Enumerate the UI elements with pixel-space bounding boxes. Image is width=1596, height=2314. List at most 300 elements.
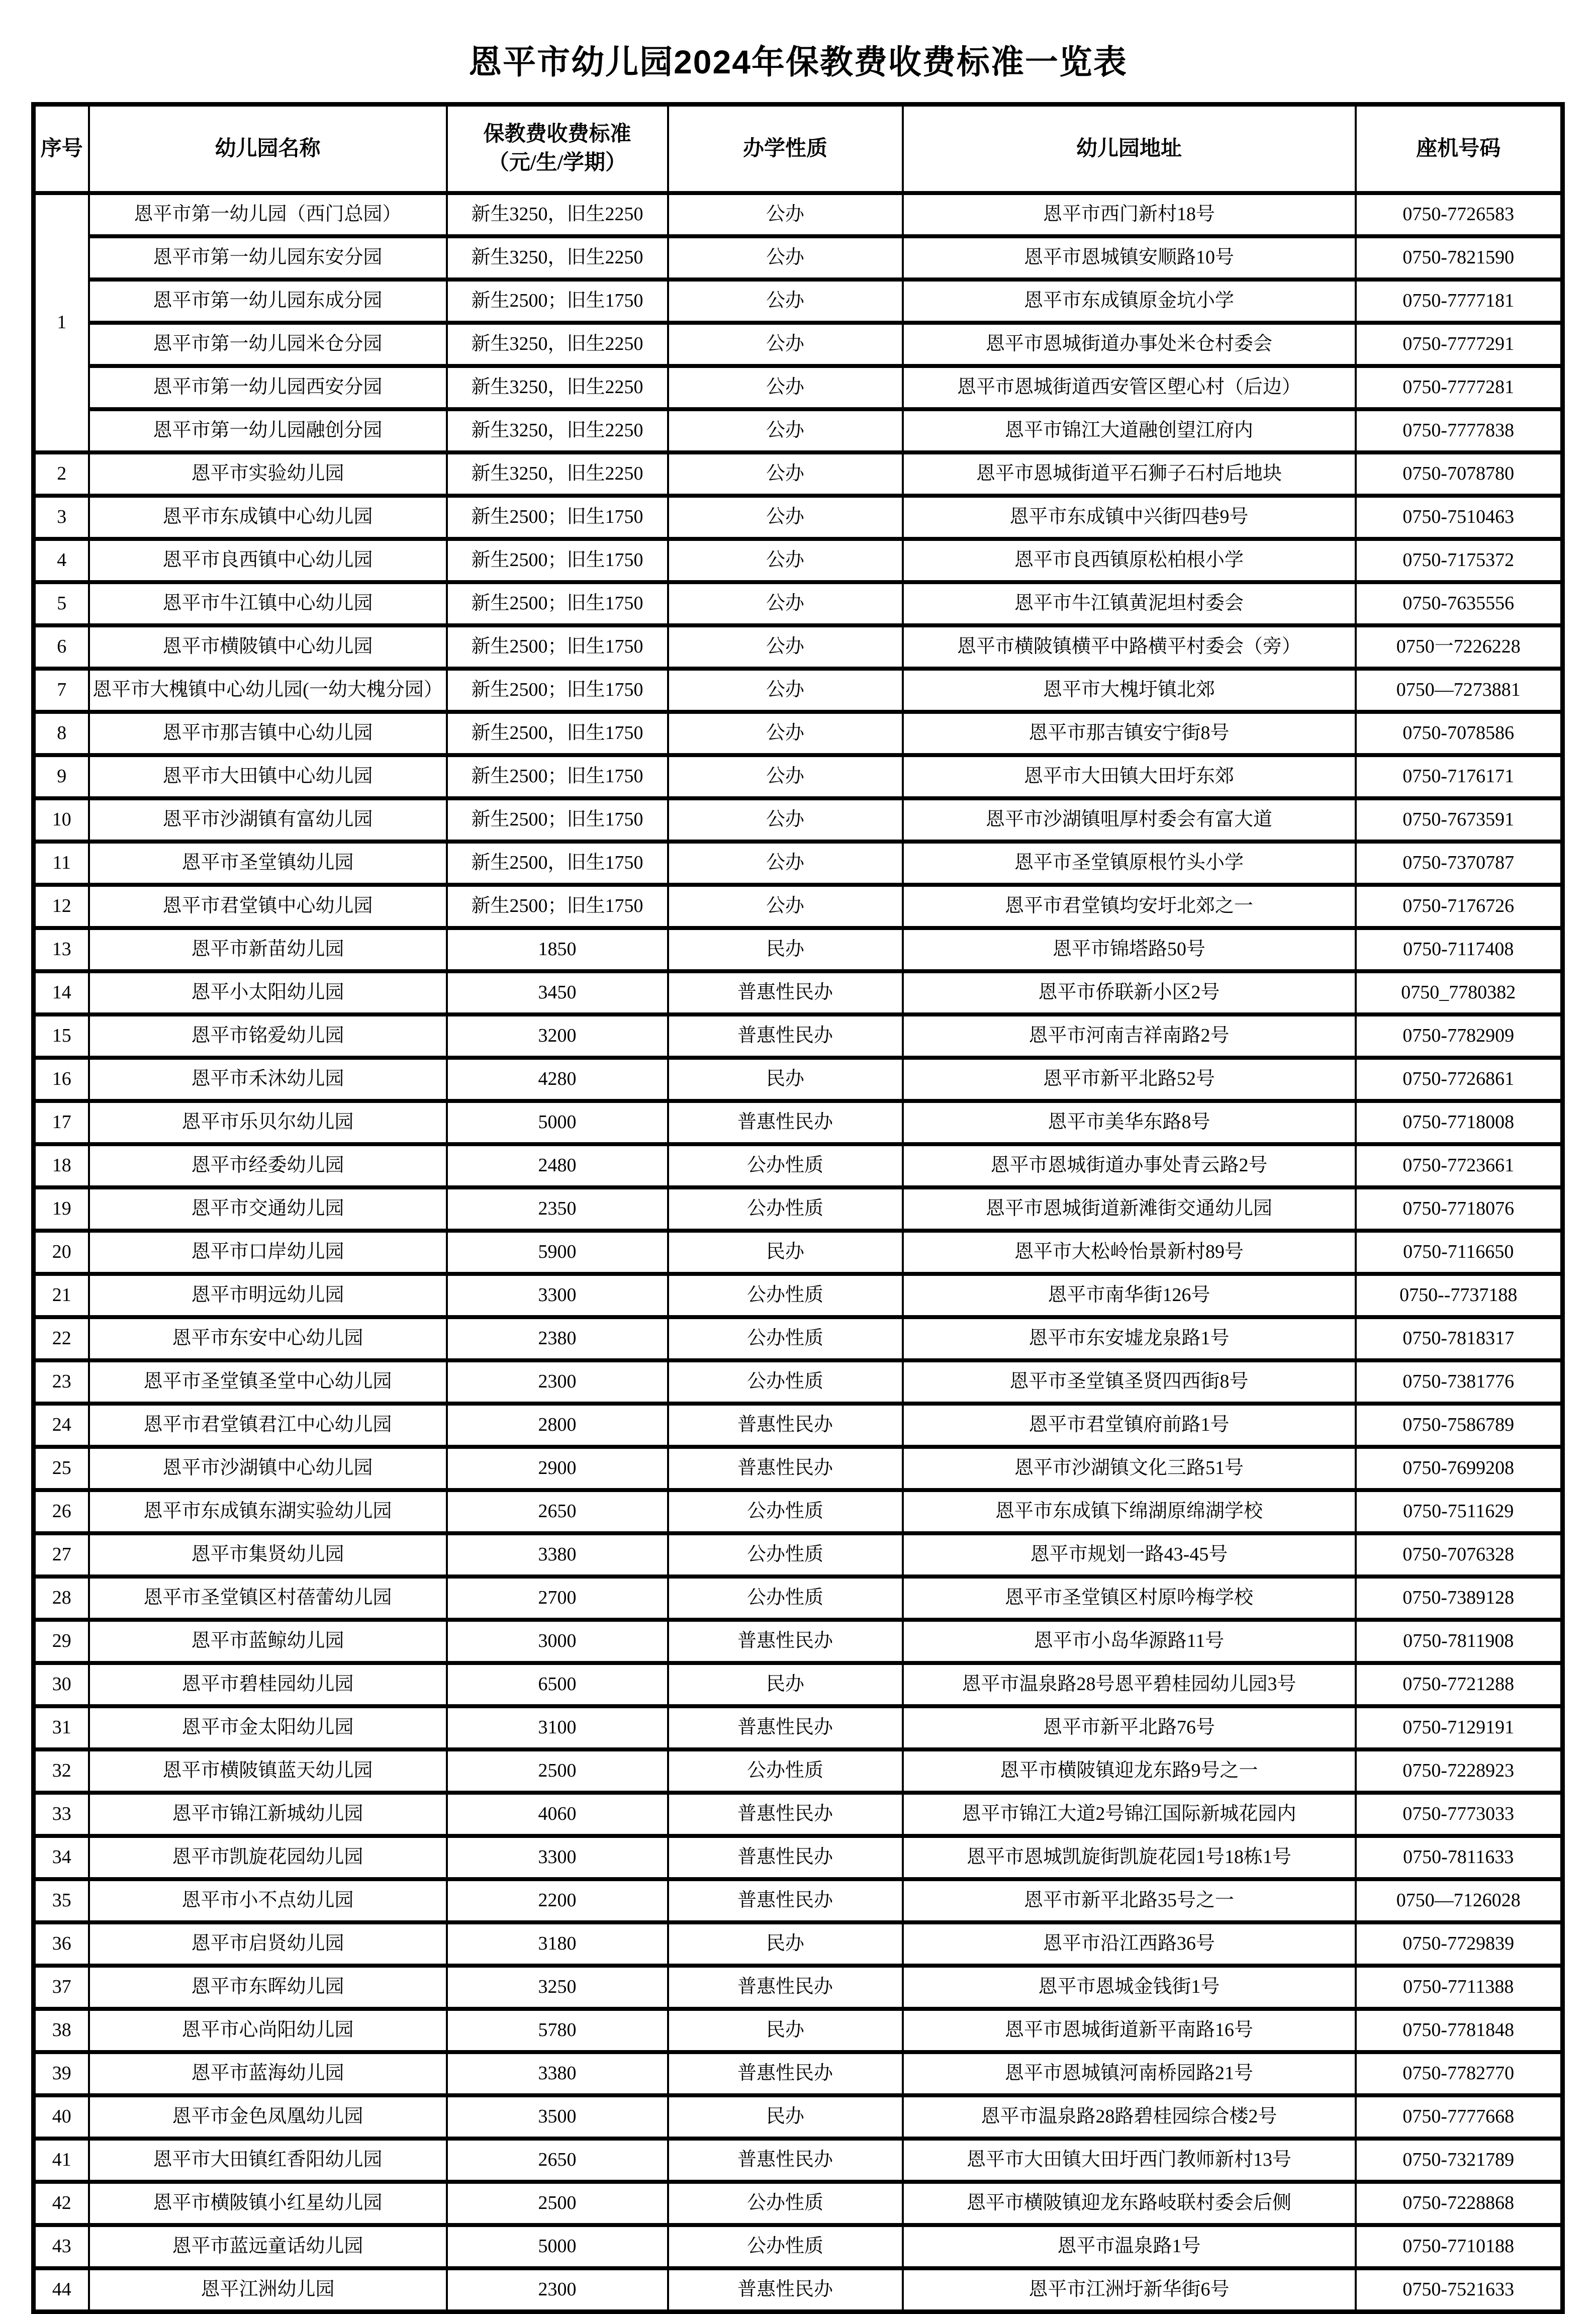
table-row	[34, 323, 1563, 366]
table-row	[34, 971, 1563, 1014]
table-row	[34, 1620, 1563, 1663]
cell-address: 恩平市牛江镇黄泥坦村委会	[903, 582, 1356, 625]
cell-type: 公办	[668, 885, 903, 928]
cell-type: 公办性质	[668, 2225, 903, 2268]
cell-fee: 2350	[447, 1187, 668, 1231]
cell-name: 恩平市君堂镇中心幼儿园	[89, 885, 447, 928]
cell-fee: 3180	[447, 1922, 668, 1966]
cell-serial: 21	[34, 1274, 89, 1317]
cell-phone: 0750-7723661	[1356, 1144, 1563, 1187]
cell-serial: 2	[34, 452, 89, 496]
cell-name: 恩平市金色凤凰幼儿园	[89, 2095, 447, 2139]
table-row	[34, 1663, 1563, 1706]
cell-phone: 0750-7782770	[1356, 2052, 1563, 2095]
cell-fee: 2300	[447, 2268, 668, 2312]
cell-address: 恩平市温泉路1号	[903, 2225, 1356, 2268]
cell-name: 恩平市明远幼儿园	[89, 1274, 447, 1317]
cell-address: 恩平市锦江大道2号锦江国际新城花园内	[903, 1793, 1356, 1836]
cell-phone: 0750-7586789	[1356, 1404, 1563, 1447]
cell-phone: 0750-7228868	[1356, 2182, 1563, 2225]
cell-fee: 新生2500；旧生1750	[447, 798, 668, 842]
cell-fee: 2800	[447, 1404, 668, 1447]
cell-name: 恩平市金太阳幼儿园	[89, 1706, 447, 1749]
cell-serial: 26	[34, 1490, 89, 1533]
table-row	[34, 1793, 1563, 1836]
col-header-type: 办学性质	[668, 105, 903, 194]
cell-name: 恩平市圣堂镇圣堂中心幼儿园	[89, 1360, 447, 1404]
cell-address: 恩平市大松岭怡景新村89号	[903, 1231, 1356, 1274]
table-row	[34, 2052, 1563, 2095]
cell-type: 普惠性民办	[668, 1793, 903, 1836]
table-row	[34, 1101, 1563, 1144]
table-row	[34, 452, 1563, 496]
cell-name: 恩平市横陂镇中心幼儿园	[89, 625, 447, 669]
cell-address: 恩平市恩城街道新平南路16号	[903, 2009, 1356, 2052]
cell-fee: 5000	[447, 2225, 668, 2268]
cell-type: 公办性质	[668, 1317, 903, 1360]
cell-fee: 2650	[447, 2139, 668, 2182]
cell-type: 普惠性民办	[668, 1879, 903, 1922]
table-row	[34, 1360, 1563, 1404]
cell-fee: 3500	[447, 2095, 668, 2139]
table-row	[34, 2225, 1563, 2268]
cell-serial: 15	[34, 1014, 89, 1058]
cell-fee: 1850	[447, 928, 668, 971]
cell-fee: 新生3250，旧生2250	[447, 366, 668, 409]
cell-address: 恩平市东成镇下绵湖原绵湖学校	[903, 1490, 1356, 1533]
cell-serial: 32	[34, 1749, 89, 1793]
cell-serial: 38	[34, 2009, 89, 2052]
table-row	[34, 409, 1563, 452]
cell-phone: 0750-7777668	[1356, 2095, 1563, 2139]
cell-type: 民办	[668, 1231, 903, 1274]
cell-phone: 0750-7777281	[1356, 366, 1563, 409]
cell-name: 恩平市禾沐幼儿园	[89, 1058, 447, 1101]
table-row	[34, 582, 1563, 625]
cell-name: 恩平市集贤幼儿园	[89, 1533, 447, 1577]
table-row	[34, 798, 1563, 842]
cell-address: 恩平市新平北路76号	[903, 1706, 1356, 1749]
cell-fee: 新生2500；旧生1750	[447, 669, 668, 712]
cell-phone: 0750-7721288	[1356, 1663, 1563, 1706]
cell-fee: 3250	[447, 1966, 668, 2009]
cell-serial: 42	[34, 2182, 89, 2225]
cell-serial: 34	[34, 1836, 89, 1879]
cell-name: 恩平市心尚阳幼儿园	[89, 2009, 447, 2052]
cell-phone: 0750-7511629	[1356, 1490, 1563, 1533]
cell-fee: 3300	[447, 1274, 668, 1317]
table-row	[34, 193, 1563, 236]
cell-address: 恩平市那吉镇安宁街8号	[903, 712, 1356, 755]
cell-phone: 0750-7811633	[1356, 1836, 1563, 1879]
cell-address: 恩平市锦塔路50号	[903, 928, 1356, 971]
cell-type: 公办性质	[668, 2182, 903, 2225]
cell-name: 恩平市横陂镇蓝天幼儿园	[89, 1749, 447, 1793]
table-row	[34, 1144, 1563, 1187]
cell-name: 恩平市交通幼儿园	[89, 1187, 447, 1231]
cell-fee: 3200	[447, 1014, 668, 1058]
cell-address: 恩平市新平北路35号之一	[903, 1879, 1356, 1922]
cell-fee: 新生2500，旧生1750	[447, 842, 668, 885]
cell-fee: 4280	[447, 1058, 668, 1101]
cell-name: 恩平市蓝远童话幼儿园	[89, 2225, 447, 2268]
col-header-name: 幼儿园名称	[89, 105, 447, 194]
cell-type: 公办	[668, 452, 903, 496]
cell-fee: 3380	[447, 1533, 668, 1577]
table-row	[34, 1058, 1563, 1101]
cell-address: 恩平市小岛华源路11号	[903, 1620, 1356, 1663]
cell-serial: 36	[34, 1922, 89, 1966]
table-row	[34, 1317, 1563, 1360]
cell-name: 恩平市启贤幼儿园	[89, 1922, 447, 1966]
cell-type: 普惠性民办	[668, 2268, 903, 2312]
cell-type: 公办	[668, 798, 903, 842]
cell-phone: 0750-7718076	[1356, 1187, 1563, 1231]
cell-type: 公办	[668, 236, 903, 280]
cell-name: 恩平市第一幼儿园东安分园	[89, 236, 447, 280]
cell-serial: 31	[34, 1706, 89, 1749]
cell-phone: 0750--7737188	[1356, 1274, 1563, 1317]
cell-type: 公办性质	[668, 1360, 903, 1404]
cell-address: 恩平市新平北路52号	[903, 1058, 1356, 1101]
cell-type: 民办	[668, 1922, 903, 1966]
cell-name: 恩平市大田镇红香阳幼儿园	[89, 2139, 447, 2182]
cell-phone: 0750-7176171	[1356, 755, 1563, 798]
cell-phone: 0750-7811908	[1356, 1620, 1563, 1663]
cell-serial: 40	[34, 2095, 89, 2139]
cell-fee: 新生2500；旧生1750	[447, 582, 668, 625]
cell-serial: 1	[34, 193, 89, 452]
cell-address: 恩平市东成镇原金坑小学	[903, 280, 1356, 323]
cell-serial: 13	[34, 928, 89, 971]
cell-phone: 0750-7726861	[1356, 1058, 1563, 1101]
cell-type: 公办性质	[668, 1749, 903, 1793]
cell-fee: 新生2500；旧生1750	[447, 625, 668, 669]
table-row	[34, 1922, 1563, 1966]
cell-type: 普惠性民办	[668, 1620, 903, 1663]
cell-fee: 新生2500；旧生1750	[447, 539, 668, 582]
cell-type: 公办	[668, 625, 903, 669]
cell-fee: 2300	[447, 1360, 668, 1404]
cell-name: 恩平市新苗幼儿园	[89, 928, 447, 971]
cell-serial: 22	[34, 1317, 89, 1360]
cell-fee: 2200	[447, 1879, 668, 1922]
col-header-fee-line1: 保教费收费标准	[483, 123, 631, 146]
cell-type: 民办	[668, 928, 903, 971]
cell-phone: 0750-7726583	[1356, 193, 1563, 236]
cell-phone: 0750-7782909	[1356, 1014, 1563, 1058]
table-row	[34, 755, 1563, 798]
cell-address: 恩平市恩城街道新滩街交通幼儿园	[903, 1187, 1356, 1231]
fee-standards-table	[31, 102, 1565, 2314]
cell-address: 恩平市良西镇原松柏根小学	[903, 539, 1356, 582]
cell-fee: 5900	[447, 1231, 668, 1274]
table-header	[34, 105, 1563, 194]
cell-serial: 4	[34, 539, 89, 582]
cell-name: 恩平市那吉镇中心幼儿园	[89, 712, 447, 755]
table-row	[34, 669, 1563, 712]
table-row	[34, 2095, 1563, 2139]
cell-phone: 0750—7273881	[1356, 669, 1563, 712]
cell-serial: 24	[34, 1404, 89, 1447]
cell-fee: 新生3250，旧生2250	[447, 236, 668, 280]
table-row	[34, 2182, 1563, 2225]
cell-name: 恩平市牛江镇中心幼儿园	[89, 582, 447, 625]
table-row	[34, 1577, 1563, 1620]
cell-phone: 0750-7510463	[1356, 496, 1563, 539]
cell-phone: 0750-7521633	[1356, 2268, 1563, 2312]
cell-type: 公办	[668, 193, 903, 236]
cell-address: 恩平市恩城街道办事处米仓村委会	[903, 323, 1356, 366]
cell-name: 恩平市第一幼儿园西安分园	[89, 366, 447, 409]
cell-phone: 0750-7773033	[1356, 1793, 1563, 1836]
cell-fee: 新生2500；旧生1750	[447, 755, 668, 798]
table-row	[34, 1749, 1563, 1793]
cell-serial: 17	[34, 1101, 89, 1144]
cell-address: 恩平市恩城金钱街1号	[903, 1966, 1356, 2009]
table-row	[34, 2268, 1563, 2312]
cell-fee: 3100	[447, 1706, 668, 1749]
cell-name: 恩平市锦江新城幼儿园	[89, 1793, 447, 1836]
cell-phone: 0750-7175372	[1356, 539, 1563, 582]
cell-serial: 20	[34, 1231, 89, 1274]
cell-name: 恩平市第一幼儿园（西门总园）	[89, 193, 447, 236]
cell-type: 普惠性民办	[668, 1706, 903, 1749]
cell-phone: 0750-7781848	[1356, 2009, 1563, 2052]
cell-address: 恩平市大槐圩镇北郊	[903, 669, 1356, 712]
cell-name: 恩平市圣堂镇幼儿园	[89, 842, 447, 885]
cell-phone: 0750-7078780	[1356, 452, 1563, 496]
cell-fee: 2380	[447, 1317, 668, 1360]
cell-type: 普惠性民办	[668, 2139, 903, 2182]
cell-fee: 新生2500，旧生1750	[447, 712, 668, 755]
cell-phone: 0750-7117408	[1356, 928, 1563, 971]
cell-type: 公办	[668, 669, 903, 712]
cell-phone: 0750-7116650	[1356, 1231, 1563, 1274]
cell-name: 恩平市小不点幼儿园	[89, 1879, 447, 1922]
cell-fee: 新生2500；旧生1750	[447, 280, 668, 323]
col-header-phone: 座机号码	[1356, 105, 1563, 194]
cell-name: 恩平市大槐镇中心幼儿园(一幼大槐分园）	[89, 669, 447, 712]
cell-address: 恩平市东安墟龙泉路1号	[903, 1317, 1356, 1360]
cell-address: 恩平市大田镇大田圩西门教师新村13号	[903, 2139, 1356, 2182]
cell-address: 恩平市锦江大道融创望江府内	[903, 409, 1356, 452]
cell-name: 恩平市君堂镇君江中心幼儿园	[89, 1404, 447, 1447]
cell-phone: 0750-7777838	[1356, 409, 1563, 452]
cell-serial: 33	[34, 1793, 89, 1836]
cell-address: 恩平市规划一路43-45号	[903, 1533, 1356, 1577]
cell-fee: 4060	[447, 1793, 668, 1836]
cell-serial: 29	[34, 1620, 89, 1663]
cell-address: 恩平市西门新村18号	[903, 193, 1356, 236]
cell-phone: 0750-7321789	[1356, 2139, 1563, 2182]
cell-type: 公办	[668, 323, 903, 366]
table-body	[34, 193, 1563, 2312]
cell-address: 恩平市恩城街道西安管区塱心村（后边）	[903, 366, 1356, 409]
header-row	[34, 105, 1563, 194]
cell-serial: 35	[34, 1879, 89, 1922]
cell-fee: 2650	[447, 1490, 668, 1533]
cell-fee: 3380	[447, 2052, 668, 2095]
cell-name: 恩平市乐贝尔幼儿园	[89, 1101, 447, 1144]
table-row	[34, 1447, 1563, 1490]
cell-serial: 28	[34, 1577, 89, 1620]
cell-type: 公办	[668, 539, 903, 582]
cell-address: 恩平市圣堂镇原根竹头小学	[903, 842, 1356, 885]
cell-phone: 0750_7780382	[1356, 971, 1563, 1014]
cell-fee: 新生3250，旧生2250	[447, 323, 668, 366]
cell-phone: 0750-7777181	[1356, 280, 1563, 323]
cell-type: 公办	[668, 582, 903, 625]
cell-phone: 0750-7821590	[1356, 236, 1563, 280]
table-row	[34, 885, 1563, 928]
cell-serial: 39	[34, 2052, 89, 2095]
cell-fee: 2700	[447, 1577, 668, 1620]
cell-name: 恩平市良西镇中心幼儿园	[89, 539, 447, 582]
cell-type: 公办性质	[668, 1274, 903, 1317]
cell-serial: 7	[34, 669, 89, 712]
cell-address: 恩平市圣堂镇圣贤四西街8号	[903, 1360, 1356, 1404]
cell-name: 恩平市经委幼儿园	[89, 1144, 447, 1187]
cell-type: 普惠性民办	[668, 2052, 903, 2095]
cell-fee: 新生3250，旧生2250	[447, 452, 668, 496]
cell-address: 恩平市恩城凯旋街凯旋花园1号18栋1号	[903, 1836, 1356, 1879]
cell-address: 恩平市美华东路8号	[903, 1101, 1356, 1144]
cell-name: 恩平小太阳幼儿园	[89, 971, 447, 1014]
cell-phone: 0750-7818317	[1356, 1317, 1563, 1360]
table-row	[34, 2139, 1563, 2182]
cell-phone: 0750-7129191	[1356, 1706, 1563, 1749]
cell-serial: 23	[34, 1360, 89, 1404]
table-row	[34, 1187, 1563, 1231]
cell-name: 恩平市横陂镇小红星幼儿园	[89, 2182, 447, 2225]
cell-fee: 新生2500；旧生1750	[447, 496, 668, 539]
cell-type: 普惠性民办	[668, 1101, 903, 1144]
cell-fee: 2480	[447, 1144, 668, 1187]
cell-name: 恩平市第一幼儿园东成分园	[89, 280, 447, 323]
cell-address: 恩平市横陂镇横平中路横平村委会（旁）	[903, 625, 1356, 669]
cell-fee: 新生3250，旧生2250	[447, 409, 668, 452]
cell-fee: 3300	[447, 1836, 668, 1879]
cell-address: 恩平市沙湖镇咀厚村委会有富大道	[903, 798, 1356, 842]
cell-name: 恩平市东成镇中心幼儿园	[89, 496, 447, 539]
cell-address: 恩平市君堂镇府前路1号	[903, 1404, 1356, 1447]
cell-phone: 0750-7777291	[1356, 323, 1563, 366]
cell-type: 普惠性民办	[668, 1966, 903, 2009]
col-header-address: 幼儿园地址	[903, 105, 1356, 194]
cell-type: 公办性质	[668, 1144, 903, 1187]
cell-serial: 8	[34, 712, 89, 755]
cell-phone: 0750-7078586	[1356, 712, 1563, 755]
table-row	[34, 366, 1563, 409]
cell-type: 公办性质	[668, 1490, 903, 1533]
cell-phone: 0750-7381776	[1356, 1360, 1563, 1404]
cell-phone: 0750—7126028	[1356, 1879, 1563, 1922]
cell-type: 公办	[668, 409, 903, 452]
cell-type: 公办	[668, 280, 903, 323]
cell-fee: 新生3250，旧生2250	[447, 193, 668, 236]
cell-address: 恩平市君堂镇均安圩北郊之一	[903, 885, 1356, 928]
cell-type: 普惠性民办	[668, 971, 903, 1014]
cell-serial: 18	[34, 1144, 89, 1187]
cell-serial: 9	[34, 755, 89, 798]
cell-fee: 5000	[447, 1101, 668, 1144]
cell-serial: 41	[34, 2139, 89, 2182]
cell-phone: 0750-7673591	[1356, 798, 1563, 842]
table-row	[34, 1836, 1563, 1879]
cell-serial: 43	[34, 2225, 89, 2268]
cell-name: 恩平市沙湖镇中心幼儿园	[89, 1447, 447, 1490]
cell-address: 恩平市大田镇大田圩东郊	[903, 755, 1356, 798]
cell-fee: 新生2500；旧生1750	[447, 885, 668, 928]
cell-fee: 2500	[447, 1749, 668, 1793]
cell-serial: 30	[34, 1663, 89, 1706]
cell-serial: 3	[34, 496, 89, 539]
cell-name: 恩平市蓝鲸幼儿园	[89, 1620, 447, 1663]
cell-phone: 0750-7076328	[1356, 1533, 1563, 1577]
cell-fee: 2900	[447, 1447, 668, 1490]
col-header-fee	[447, 105, 668, 194]
cell-address: 恩平市恩城镇河南桥园路21号	[903, 2052, 1356, 2095]
table-row	[34, 1490, 1563, 1533]
cell-type: 公办性质	[668, 1533, 903, 1577]
page-title: 恩平市幼儿园2024年保教费收费标准一览表	[468, 43, 1128, 80]
cell-name: 恩平市圣堂镇区村蓓蕾幼儿园	[89, 1577, 447, 1620]
cell-type: 普惠性民办	[668, 1836, 903, 1879]
cell-address: 恩平市东成镇中兴街四巷9号	[903, 496, 1356, 539]
cell-address: 恩平市江洲圩新华街6号	[903, 2268, 1356, 2312]
cell-serial: 12	[34, 885, 89, 928]
cell-name: 恩平市实验幼儿园	[89, 452, 447, 496]
cell-serial: 19	[34, 1187, 89, 1231]
cell-address: 恩平市河南吉祥南路2号	[903, 1014, 1356, 1058]
table-row	[34, 236, 1563, 280]
cell-serial: 14	[34, 971, 89, 1014]
table-row	[34, 1533, 1563, 1577]
table-row	[34, 712, 1563, 755]
table-row	[34, 1706, 1563, 1749]
col-header-fee-line2: （元/生/学期）	[488, 151, 627, 174]
table-row	[34, 1966, 1563, 2009]
table-row	[34, 539, 1563, 582]
cell-name: 恩平市东安中心幼儿园	[89, 1317, 447, 1360]
cell-serial: 25	[34, 1447, 89, 1490]
cell-type: 公办	[668, 496, 903, 539]
cell-serial: 10	[34, 798, 89, 842]
cell-type: 普惠性民办	[668, 1014, 903, 1058]
cell-serial: 11	[34, 842, 89, 885]
table-row	[34, 928, 1563, 971]
table-row	[34, 625, 1563, 669]
cell-address: 恩平市横陂镇迎龙东路岐联村委会后侧	[903, 2182, 1356, 2225]
cell-type: 公办	[668, 712, 903, 755]
cell-type: 民办	[668, 1663, 903, 1706]
cell-name: 恩平市第一幼儿园米仓分园	[89, 323, 447, 366]
table-row	[34, 1879, 1563, 1922]
cell-name: 恩平市口岸幼儿园	[89, 1231, 447, 1274]
cell-phone: 0750-7699208	[1356, 1447, 1563, 1490]
cell-type: 公办	[668, 755, 903, 798]
cell-serial: 37	[34, 1966, 89, 2009]
table-row	[34, 2009, 1563, 2052]
table-row	[34, 1274, 1563, 1317]
cell-address: 恩平市横陂镇迎龙东路9号之一	[903, 1749, 1356, 1793]
cell-fee: 2500	[447, 2182, 668, 2225]
table-row	[34, 1231, 1563, 1274]
col-header-serial: 序号	[34, 105, 89, 194]
cell-name: 恩平市第一幼儿园融创分园	[89, 409, 447, 452]
cell-fee: 5780	[447, 2009, 668, 2052]
